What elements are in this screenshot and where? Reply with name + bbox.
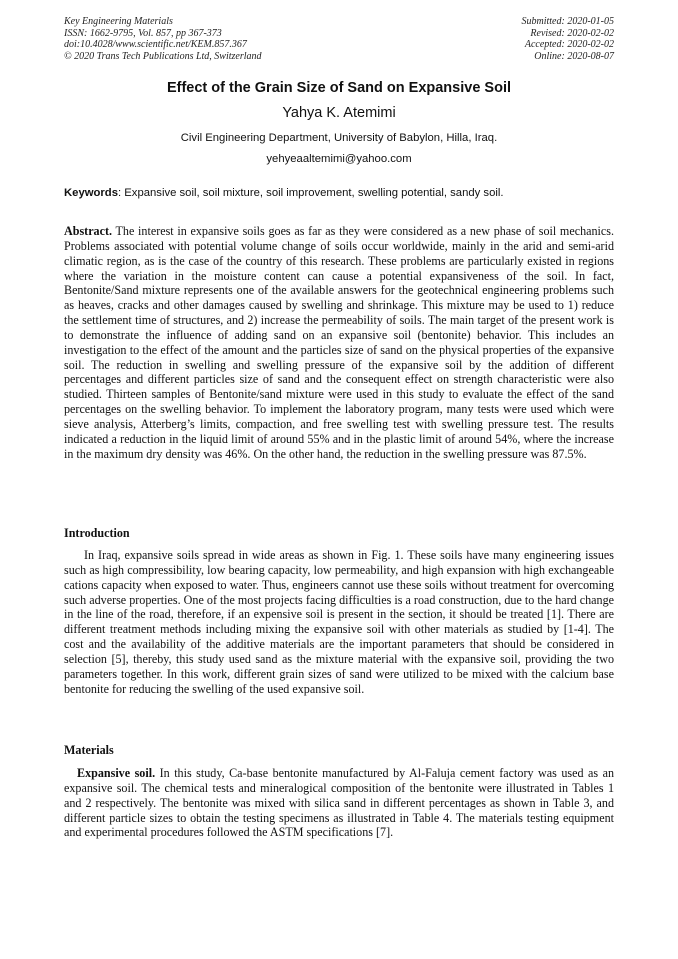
keywords-text: : Expansive soil, soil mixture, soil improvement, swelling potential, sandy soil. bbox=[118, 187, 504, 199]
materials-heading: Materials bbox=[64, 743, 114, 757]
expansive-soil-label: Expansive soil. bbox=[77, 766, 156, 780]
author-email: yehyeaaltemimi@yahoo.com bbox=[266, 153, 412, 165]
keywords bbox=[64, 187, 614, 199]
introduction-heading: Introduction bbox=[64, 526, 130, 540]
abstract bbox=[64, 224, 614, 462]
copyright: © 2020 Trans Tech Publications Ltd, Switzerland bbox=[64, 50, 262, 62]
materials-text: In this study, Ca-base bentonite manufactured by Al-Faluja cement factory was used as an expansive soil. The chemical tests and mineralogical composition of the bentonite were illustrated in Tables 1 and 2 respectively. The bentonite was mixed with silica sand in different percentages as shown in Table 3, and different particle sizes to obtain the testing specimens as illustrated in Table 4. The materials testing equipment and experimental procedures followed the ASTM specifications [7]. bbox=[64, 766, 615, 840]
author-name: Yahya K. Atemimi bbox=[282, 105, 396, 121]
date-info bbox=[522, 16, 615, 62]
accepted-date: Accepted: 2020-02-02 bbox=[524, 39, 614, 51]
abstract-text: The interest in expansive soils goes as far as they were considered as a new phase of soil mechanics. Problems associated with potential volume change of soils occur worldwide, mainly in the arid and semi-arid climatic region, as is the case of the country of this research. These problems are particularly existed in regions where the variation in the moisture content can cause a potential expansiveness of the soil. In fact, Bentonite/Sand mixture represents one of the available answers for the geotechnical engineering problems such as heaves, cracks and other damages caused by swelling and shrinkage. This mixture may be used to 1) reduce the settlement time of structures, and 2) increase the permeability of soils. The main target of the present work is to demonstrate the influence of adding sand on an expansive soil (bentonite) behavior. This includes an investigation to the effect of the amount and the particles size of sand on the physical properties of the expansive soil. The reduction in swelling and swelling pressure of the expansive soil by the addition of different percentages and different particles size of sand and the consequent effect on strength characteristic were also studied. Thirteen samples of Bentonite/sand mixture were used in this study to evaluate the effect of the sand percentages on the swelling behavior. To implement the laboratory program, many tests were used which were sieve analysis, Atterberg’s limits, compaction, and free swelling test with swelling pressure test. The results indicated a reduction in the liquid limit of around 55% and in the plastic limit of around 54%, where the increase in the maximum dry density was 46%. On the other hand, the reduction in the swelling pressure was 87.5%. bbox=[64, 224, 614, 461]
abstract-label: Abstract. bbox=[64, 224, 113, 238]
journal-name: Key Engineering Materials bbox=[64, 16, 173, 27]
online-date: Online: 2020-08-07 bbox=[534, 50, 614, 62]
introduction-text: In Iraq, expansive soils spread in wide areas as shown in Fig. 1. These soils have many engineering issues such as high compressibility, low bearing capacity, low permeability, and high expansion with high exchangeable cations capacity when exposed to water. Thus, engineers cannot use these soils without treatment for overcoming such adverse properties. One of the most projects facing difficulties is a road construction, due to the hard change in the line of the road, therefore, if an expensive soil is present in the section, it should be treated [1]. There are different treatment methods including mixing the expansive soil with other materials as studied by [1-4]. The cost and the availability of the additive materials are the important parameters that should be considered in selection [5], thereby, this study used sand as the mixture material with the expansive soil, providing the two parameters together. In this work, different grain sizes of sand were utilized to be mixed with the calcium base bentonite for reducing the swelling of the used expansive soil. bbox=[64, 548, 614, 696]
doi: doi:10.4028/www.scientific.net/KEM.857.367 bbox=[64, 39, 247, 51]
materials-paragraph bbox=[64, 766, 614, 840]
issn: ISSN: 1662-9795, Vol. 857, pp 367-373 bbox=[64, 27, 222, 39]
paper-title: Effect of the Grain Size of Sand on Expansive Soil bbox=[166, 80, 512, 96]
keywords-label: Keywords bbox=[64, 187, 118, 199]
journal-info bbox=[64, 16, 262, 62]
affiliation: Civil Engineering Department, University of Babylon, Hilla, Iraq. bbox=[180, 132, 498, 144]
submitted-date: Submitted: 2020-01-05 bbox=[521, 16, 614, 27]
revised-date: Revised: 2020-02-02 bbox=[530, 27, 614, 39]
